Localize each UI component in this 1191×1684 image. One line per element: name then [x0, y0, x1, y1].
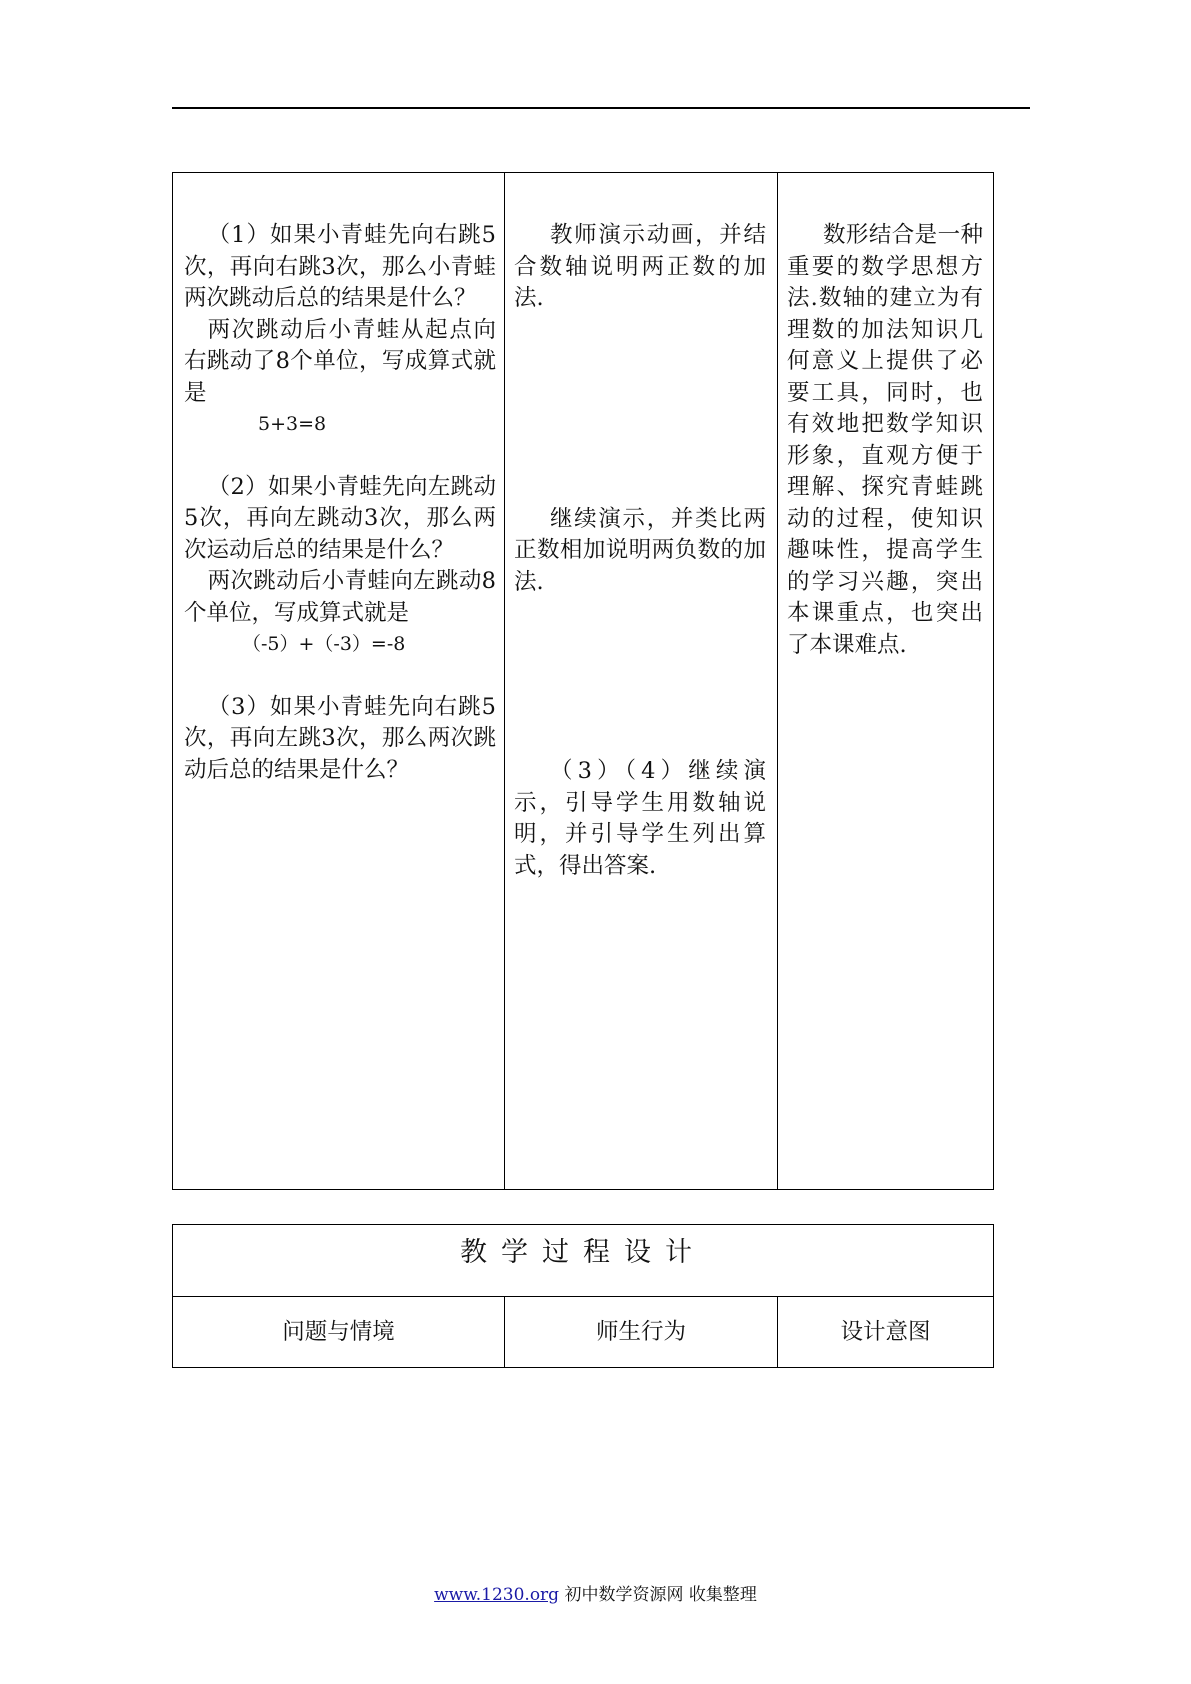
footer-link[interactable]: www.1230.org [434, 1585, 560, 1605]
answer-2: 两次跳动后小青蛙向左跳动8个单位，写成算式就是 [184, 568, 496, 626]
formula-2: （-5）+（-3）=-8 [242, 633, 406, 655]
problem-column [184, 173, 496, 1189]
lesson-table [172, 172, 994, 1190]
question-3: （3）如果小青蛙先向右跳5次，再向左跳3次，那么两次跳动后总的结果是什么？ [184, 693, 496, 783]
design-intent-column [787, 173, 983, 1189]
question-1: （1）如果小青蛙先向右跳5次，再向右跳3次，那么小青蛙两次跳动后总的结果是什么？ [184, 222, 496, 311]
question-2: （2）如果小青蛙先向左跳动5次，再向左跳动3次，那么两次运动后总的结果是什么？ [184, 473, 496, 563]
design-intent-text: 数形结合是一种重要的数学思想方法.数轴的建立为有理数的加法知识几何意义上提供了必要工具，同时，也有效地把数学知识形象，直观方便于理解、探究青蛙跳动的过程，使知识趣味性，提高学生的学习兴趣，突出本课重点，也突出了本课难点. [787, 222, 983, 658]
activity-3: （3）（4）继续演示，引导学生用数轴说明，并引导学生列出算式，得出答案. [514, 758, 766, 879]
header-problem: 问题与情境 [282, 1319, 395, 1345]
footer-text: 初中数学资源网 收集整理 [559, 1585, 757, 1605]
table-title: 教学过程设计 [173, 1225, 993, 1297]
answer-1: 两次跳动后小青蛙从起点向右跳动了8个单位，写成算式就是 [184, 316, 496, 406]
header-rule [172, 107, 1030, 109]
header-row [173, 1296, 993, 1367]
column-divider [504, 173, 505, 1189]
column-divider [777, 173, 778, 1189]
activity-2: 继续演示，并类比两正数相加说明两负数的加法. [514, 505, 766, 595]
header-intent: 设计意图 [777, 1296, 993, 1367]
teacher-student-column [514, 173, 766, 1189]
process-design-table [172, 1224, 994, 1368]
header-behavior: 师生行为 [504, 1296, 777, 1367]
footer [0, 1580, 1191, 1605]
formula-1: 5+3=8 [258, 413, 327, 435]
activity-1: 教师演示动画，并结合数轴说明两正数的加法. [514, 222, 766, 311]
